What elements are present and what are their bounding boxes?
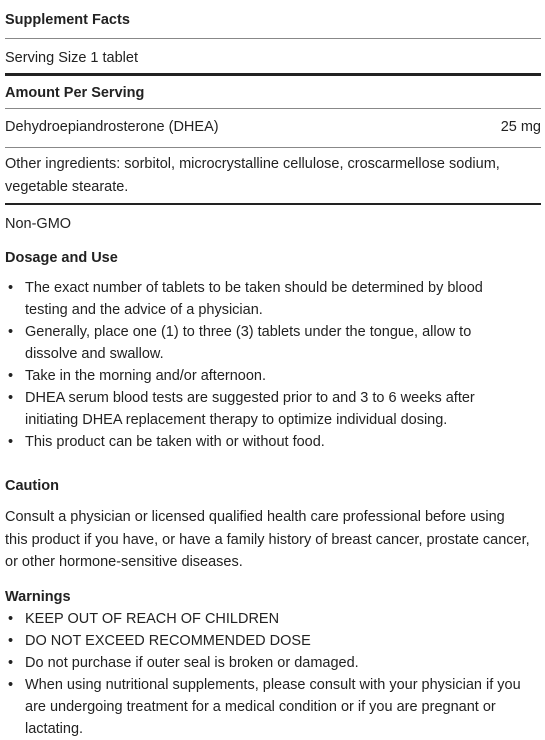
list-item xyxy=(5,321,515,365)
dosage-item-text: This product can be taken with or without food. xyxy=(25,434,325,450)
bullet-icon: • xyxy=(8,324,14,340)
list-item xyxy=(5,630,525,652)
list-item xyxy=(5,365,515,387)
ingredient-amount: 25 mg xyxy=(500,119,541,135)
other-ingredients: Other ingredients: sorbitol, microcrystalline cellulose, croscarmellose sodium, vegetable stearate. xyxy=(5,156,500,195)
warning-item-text: KEEP OUT OF REACH OF CHILDREN xyxy=(25,610,280,627)
caution-text: Consult a physician or licensed qualified health care professional before using this product if you have, or have a family history of breast cancer, prostate cancer, or other hormone-sensitive diseases. xyxy=(5,509,530,570)
ingredient-name: Dehydroepiandrosterone (DHEA) xyxy=(5,119,219,135)
dosage-item-text: The exact number of tablets to be taken should be determined by blood testing and the advice of a physician. xyxy=(25,280,483,318)
warnings-heading: Warnings xyxy=(5,588,71,605)
bullet-icon: • xyxy=(8,368,14,384)
list-item xyxy=(5,277,515,321)
amount-per-serving-label: Amount Per Serving xyxy=(5,76,541,109)
warning-item-text: Do not purchase if outer seal is broken or damaged. xyxy=(25,654,359,671)
ingredient-row xyxy=(5,109,541,148)
bullet-icon: • xyxy=(8,434,14,450)
bullet-icon: • xyxy=(8,610,14,627)
caution-heading: Caution xyxy=(5,478,59,494)
serving-size: Serving Size 1 tablet xyxy=(5,39,541,76)
dosage-list xyxy=(5,277,515,453)
bullet-icon: • xyxy=(8,390,14,406)
list-item xyxy=(5,608,525,630)
bullet-icon: • xyxy=(8,280,14,296)
warnings-list xyxy=(5,608,525,740)
warning-item-text: DO NOT EXCEED RECOMMENDED DOSE xyxy=(25,632,311,649)
non-gmo-label: Non-GMO xyxy=(5,216,72,232)
list-item xyxy=(5,387,515,431)
bullet-icon: • xyxy=(8,632,14,649)
dosage-heading: Dosage and Use xyxy=(5,250,118,266)
warning-item-text: When using nutritional supplements, please consult with your physician if you are undergoing treatment for a medical condition or if you are pregnant or lactating. xyxy=(25,676,521,737)
dosage-item-text: Generally, place one (1) to three (3) tablets under the tongue, allow to dissolve and swallow. xyxy=(25,324,472,362)
supplement-facts-panel xyxy=(5,2,541,205)
dosage-item-text: DHEA serum blood tests are suggested prior to and 3 to 6 weeks after initiating DHEA replacement therapy to optimize individual dosing. xyxy=(25,390,475,428)
bullet-icon: • xyxy=(8,654,14,671)
supplement-facts-title: Supplement Facts xyxy=(5,2,541,39)
list-item xyxy=(5,652,525,674)
list-item xyxy=(5,431,515,453)
bullet-icon: • xyxy=(8,676,14,693)
dosage-item-text: Take in the morning and/or afternoon. xyxy=(25,368,267,384)
product-info-page xyxy=(0,2,545,737)
